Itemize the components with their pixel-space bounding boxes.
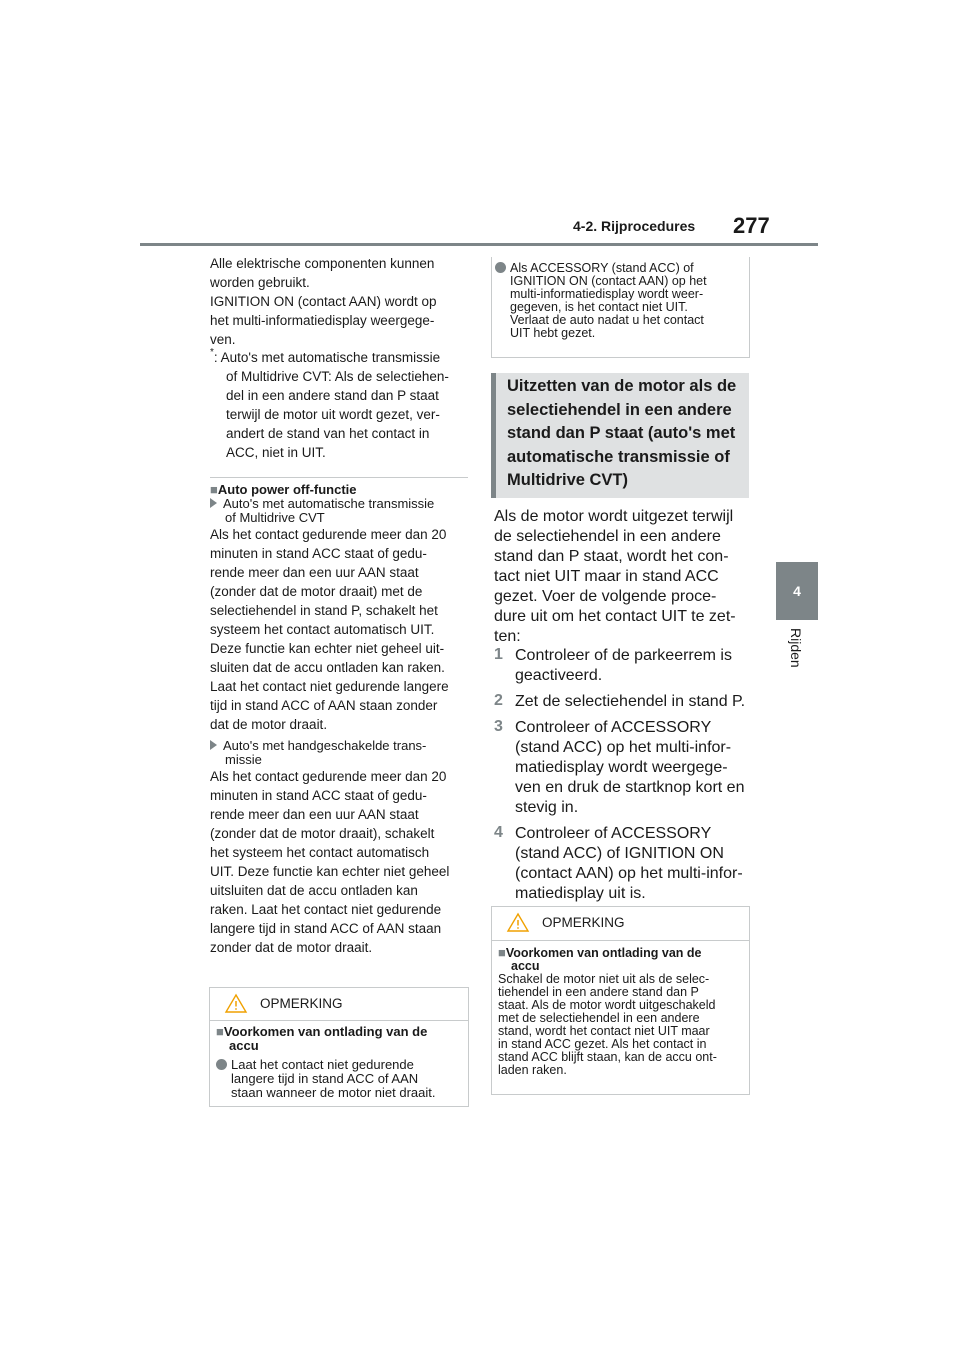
text-line: IGNITION ON (contact AAN) wordt op (210, 294, 437, 309)
text-line: minuten in stand ACC staat of gedu- (210, 546, 427, 561)
notice-title: OPMERKING (542, 914, 625, 930)
left-intro (210, 254, 472, 349)
notice-title: OPMERKING (260, 995, 343, 1011)
text-line: uitsluiten dat de accu ontladen kan (210, 883, 418, 898)
step-number: 3 (494, 718, 503, 735)
step-3 (494, 718, 756, 818)
page-number: 277 (733, 213, 770, 238)
notice-box-right (491, 906, 750, 1095)
text-line: Alle elektrische componenten kunnen (210, 256, 435, 271)
text-line: Controleer of de parkeerrem is (515, 647, 732, 664)
text-line: systeem het contact automatisch UIT. (210, 622, 435, 637)
step-1 (494, 646, 756, 686)
text-line: de selectiehendel in een andere (494, 528, 721, 545)
footnote-rest (210, 367, 472, 462)
text-line: dure uit om het contact UIT te zet- (494, 608, 736, 625)
text-line: tact niet UIT maar in stand ACC (494, 568, 719, 585)
text-line: (stand ACC) of IGNITION ON (515, 845, 724, 862)
triangle-bullet-icon (210, 498, 217, 508)
text-line: ten: (494, 628, 521, 645)
round-bullet-icon (216, 1059, 227, 1070)
sub-heading-1: Auto's met automatische transmissie of Multidrive CVT (210, 497, 472, 525)
text-line: ven en druk de startknop kort en (515, 779, 745, 796)
text-line: of Multidrive CVT: Als de selectiehen- (226, 369, 449, 384)
text-line: Deze functie kan echter niet geheel uit- (210, 641, 445, 656)
text-line: Zet de selectiehendel in stand P. (515, 693, 746, 710)
step-number: 2 (494, 692, 503, 709)
square-bullet-icon: ■ (498, 945, 506, 960)
text-line: Controleer of ACCESSORY (515, 825, 712, 842)
text-line: rende meer dan een uur AAN staat (210, 807, 419, 822)
right-intro (494, 507, 756, 647)
text-line: tijd in stand ACC of AAN staan zonder (210, 698, 438, 713)
sub-heading-2: Auto's met handgeschakelde trans- missie (210, 739, 472, 767)
step-number: 4 (494, 824, 503, 841)
triangle-bullet-icon (210, 740, 217, 750)
text-line: terwijl de motor uit wordt gezet, ver- (226, 407, 440, 422)
heading-text: Uitzetten van de motor als de selectiehendel in een andere stand dan P staat (auto's met automatische transmissie of Multidrive CVT) (507, 377, 737, 489)
section-title: 4-2. Rijprocedures (573, 218, 696, 234)
chapter-tab-label-wrap (778, 628, 814, 688)
notice-heading: ■Voorkomen van ontlading van de accu (216, 1024, 428, 1053)
text-line: UIT. Deze functie kan echter niet geheel (210, 864, 450, 879)
text-line: stevig in. (515, 799, 579, 816)
text-line: selectiehendel in stand P, schakelt het (210, 603, 438, 618)
notice-body (210, 1021, 468, 1100)
square-bullet-icon: ■ (216, 1024, 224, 1039)
step-number: 1 (494, 646, 503, 663)
footnote-mark: * (210, 347, 214, 358)
text-line: ven. (210, 332, 236, 347)
step-2 (494, 692, 756, 712)
warning-triangle-icon (224, 993, 248, 1013)
text-line: (contact AAN) op het multi-infor- (515, 865, 743, 882)
text-line: del in een andere stand dan P staat (226, 388, 439, 403)
text-line: geactiveerd. (515, 667, 603, 684)
text-line: andert de stand van het contact in (226, 426, 430, 441)
text-line: dat de motor draait. (210, 717, 328, 732)
notice-heading: ■Voorkomen van ontlading van de accu (498, 945, 702, 973)
text-line: rende meer dan een uur AAN staat (210, 565, 419, 580)
text-line: Als de motor wordt uitgezet terwijl (494, 508, 734, 525)
text-line: matiedisplay wordt weergege- (515, 759, 728, 776)
text-line: worden gebruikt. (210, 275, 310, 290)
text-line: (zonder dat de motor draait) met de (210, 584, 423, 599)
auto-power-off-section (210, 482, 472, 957)
notice-body (492, 941, 749, 1077)
chapter-tab-number: 4 (776, 562, 818, 620)
text-line: minuten in stand ACC staat of gedu- (210, 788, 427, 803)
notice-header (492, 908, 749, 936)
text-line: Laat het contact niet gedurende langere (210, 679, 449, 694)
text-line: raken. Laat het contact niet gedurende (210, 902, 442, 917)
text-line: sluiten dat de accu ontladen kan raken. (210, 660, 445, 675)
text-line: (stand ACC) op het multi-infor- (515, 739, 732, 756)
info-bullet: Als ACCESSORY (stand ACC) of IGNITION ON (contact AAN) op het multi-informatiedisplay wordt weer- gegeven, is het contact niet UIT. Verlaat de auto nadat u het contact UIT hebt gezet. (492, 257, 749, 340)
text-line: matiedisplay uit is. (515, 885, 646, 902)
text-line: (zonder dat de motor draait), schakelt (210, 826, 435, 841)
step-4 (494, 824, 756, 904)
warning-triangle-icon (506, 912, 530, 932)
text-line: het systeem het contact automatisch (210, 845, 430, 860)
text-line: gezet. Voer de volgende proce- (494, 588, 717, 605)
notice-bullet: Laat het contact niet gedurende langere tijd in stand ACC of AAN staan wanneer de motor niet draait. (216, 1058, 462, 1100)
section-divider (210, 477, 468, 478)
text-line: stand dan P staat, wordt het con- (494, 548, 729, 565)
section-heading: ■Auto power off-functie (210, 482, 357, 497)
round-bullet-icon (495, 262, 506, 273)
procedure-steps (494, 646, 756, 904)
text-line: ACC, niet in UIT. (226, 445, 326, 460)
text-line: het multi-informatiedisplay weergege- (210, 313, 435, 328)
paragraph-2 (210, 767, 472, 957)
notice-text: Schakel de motor niet uit als de selec- tiehendel in een andere stand dan P staat. Als de motor wordt uitgeschakeld met de selectiehendel in een andere stand, wordt het contact niet UIT maar in stand ACC gezet. Als het contact in stand ACC blijft staan, kan de accu ont- laden raken. (498, 972, 717, 1077)
footnote-first-line (210, 348, 472, 367)
text-line: : Auto's met automatische transmissie (213, 350, 441, 365)
notice-box-left (209, 987, 469, 1107)
square-bullet-icon: ■ (210, 482, 218, 497)
info-bullet-box (491, 257, 750, 358)
text-line: zonder dat de motor draait. (210, 940, 373, 955)
text-line: Als het contact gedurende meer dan 20 (210, 527, 447, 542)
footnote (210, 348, 472, 462)
text-line: Controleer of ACCESSORY (515, 719, 712, 736)
notice-header (210, 989, 468, 1017)
header-rule (140, 243, 818, 246)
text-line: Als het contact gedurende meer dan 20 (210, 769, 447, 784)
paragraph-1 (210, 525, 472, 734)
text-line: langere tijd in stand ACC of AAN staan (210, 921, 442, 936)
section-heading-box (491, 373, 749, 498)
chapter-tab-label: Rijden (788, 628, 804, 668)
